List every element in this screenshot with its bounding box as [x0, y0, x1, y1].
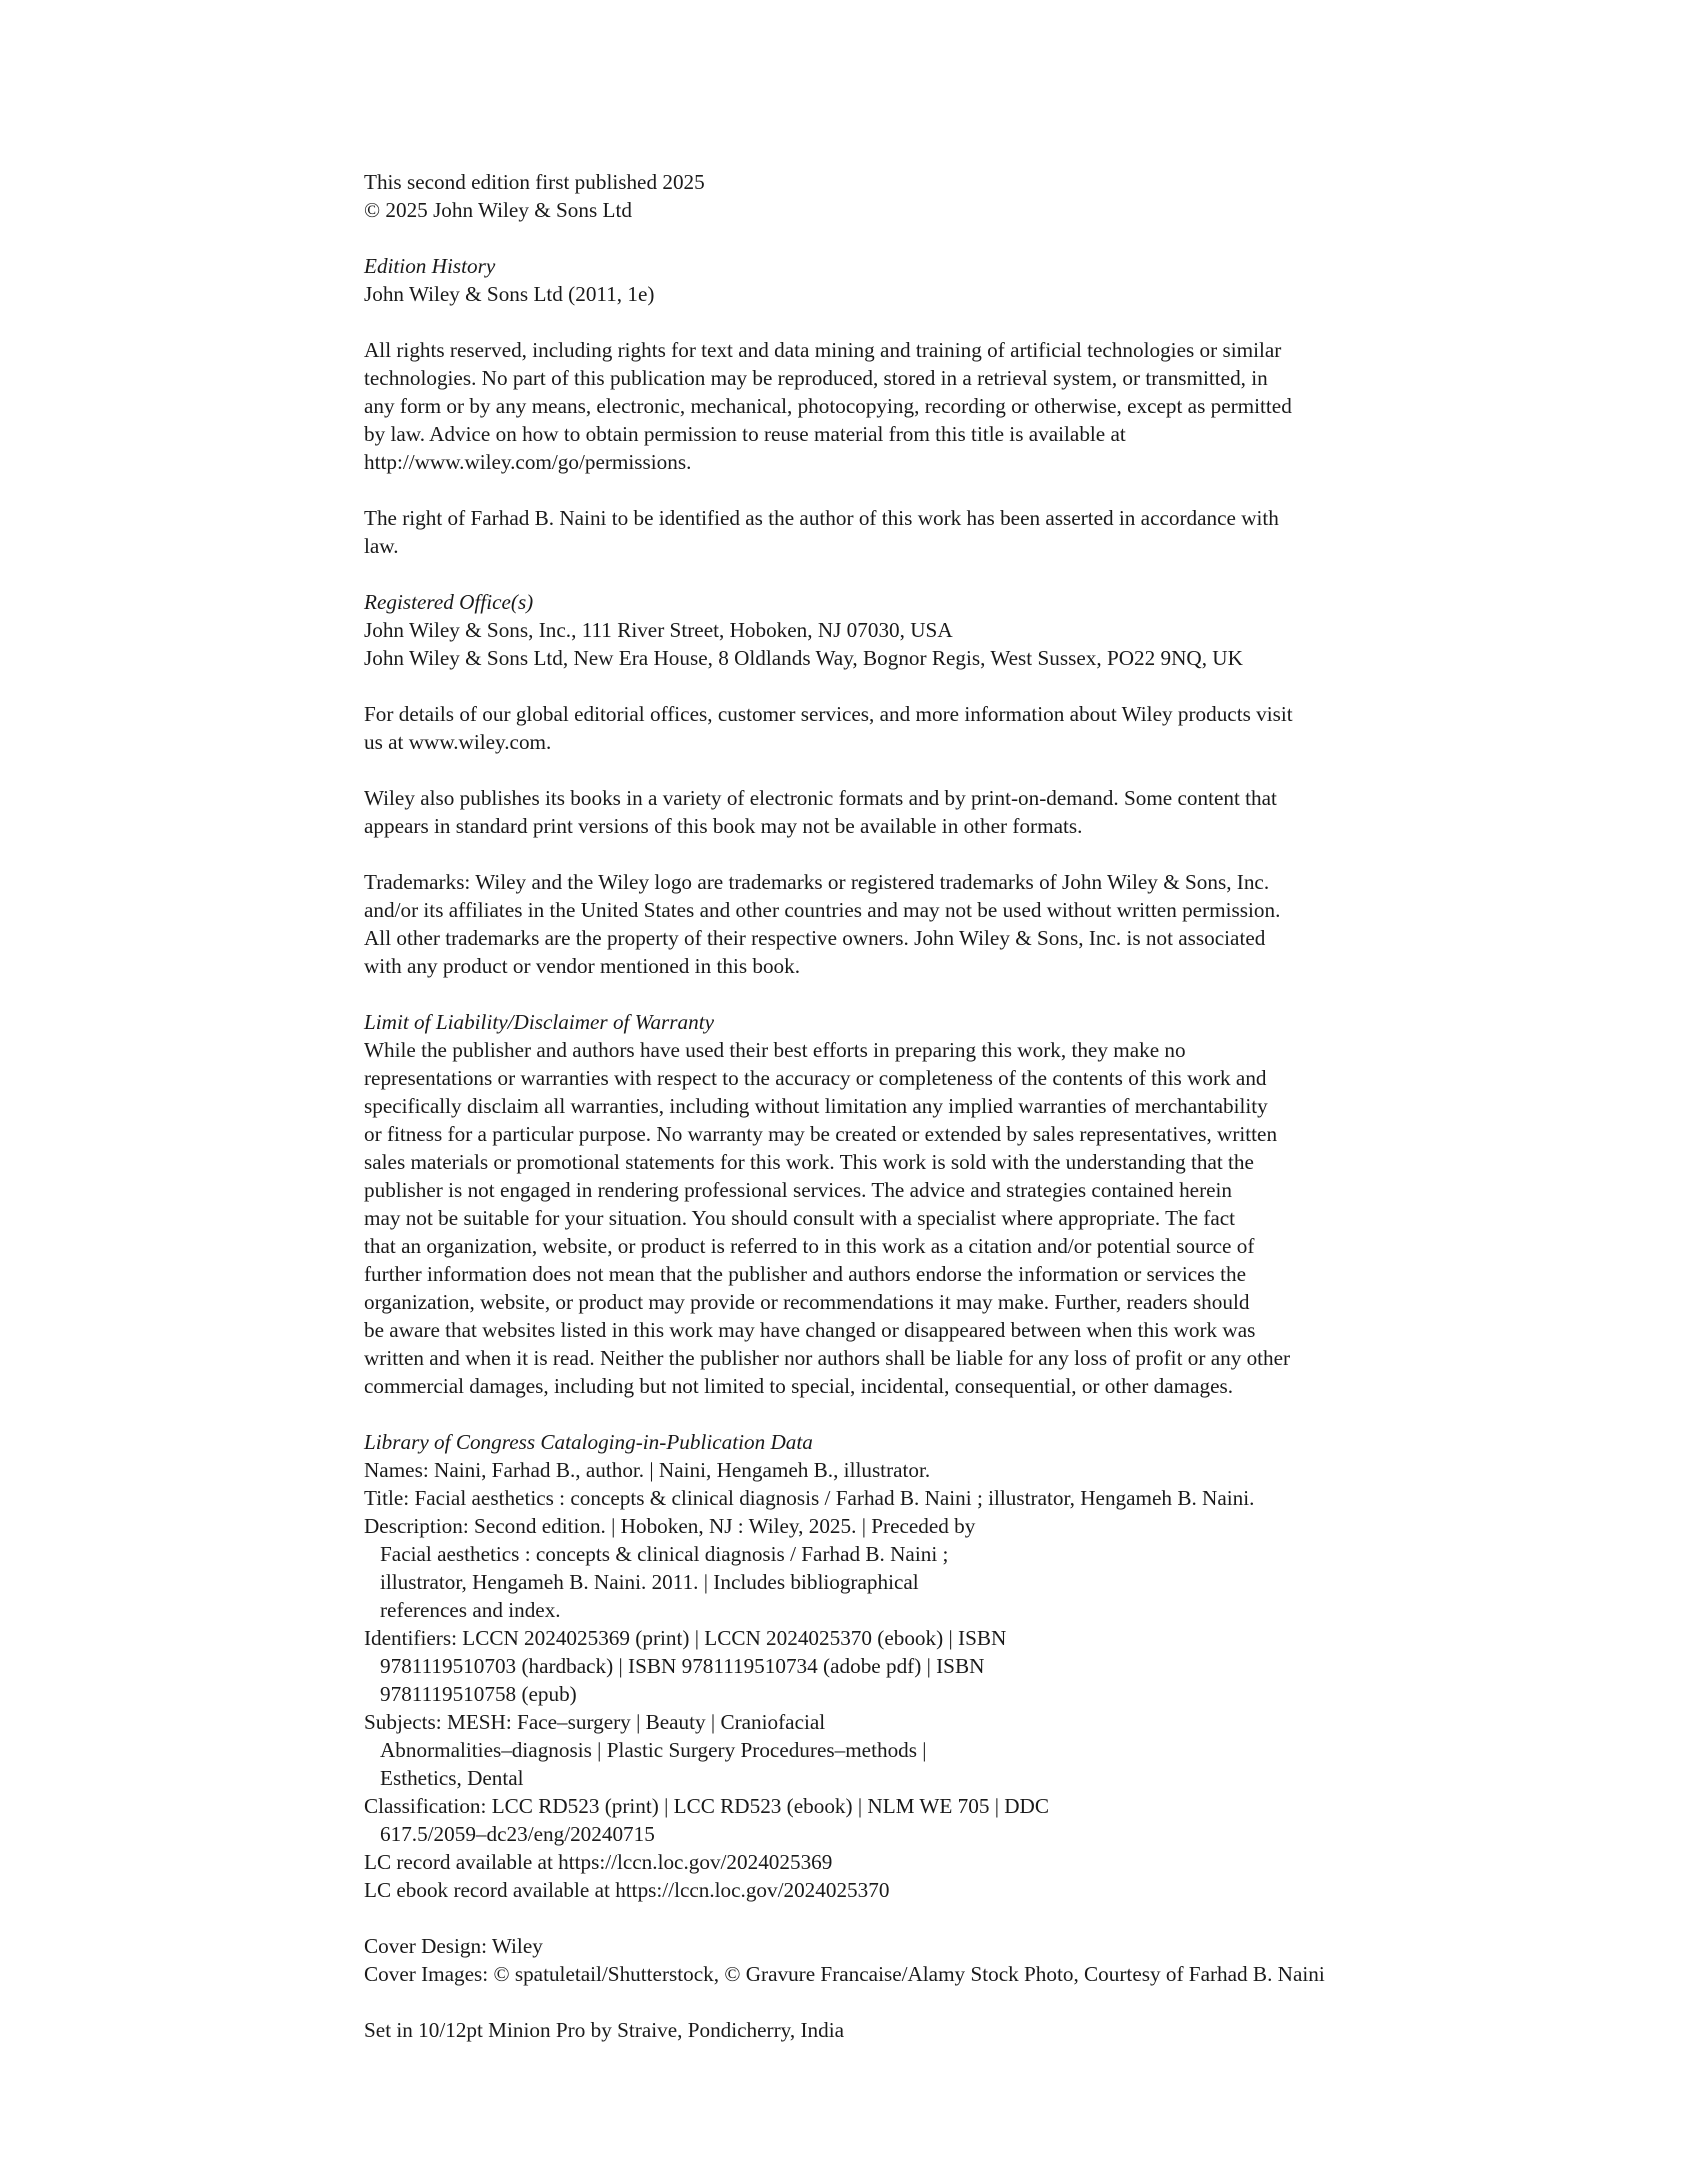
text-line: All other trademarks are the property of their respective owners. John Wiley & Sons, Inc. is not associated: [364, 926, 1266, 950]
cip-classification: Classification: LCC RD523 (print) | LCC RD523 (ebook) | NLM WE 705 | DDC: [364, 1794, 1049, 1818]
rights-paragraph: [364, 336, 1364, 476]
cip-description: Description: Second edition. | Hoboken, NJ : Wiley, 2025. | Preceded by: [364, 1514, 976, 1538]
text-line: The right of Farhad B. Naini to be identified as the author of this work has been asserted in accordance with: [364, 506, 1279, 530]
text-line: sales materials or promotional statements for this work. This work is sold with the understanding that the: [364, 1150, 1254, 1174]
trademarks-paragraph: [364, 868, 1364, 980]
cip-description-cont: Facial aesthetics : concepts & clinical diagnosis / Farhad B. Naini ;: [380, 1542, 949, 1566]
uk-office-address: John Wiley & Sons Ltd, New Era House, 8 Oldlands Way, Bognor Regis, West Sussex, PO22 9NQ, UK: [364, 646, 1243, 670]
text-line: representations or warranties with respect to the accuracy or completeness of the contents of this work and: [364, 1066, 1267, 1090]
cip-block: [364, 1428, 1364, 1904]
copyright-notice: © 2025 John Wiley & Sons Ltd: [364, 198, 632, 222]
cip-classification-cont: 617.5/2059–dc23/eng/20240715: [380, 1822, 655, 1846]
formats-paragraph: [364, 784, 1364, 840]
text-line: Wiley also publishes its books in a variety of electronic formats and by print-on-demand. Some content that: [364, 786, 1277, 810]
text-line: with any product or vendor mentioned in this book.: [364, 954, 801, 978]
cip-description-cont: illustrator, Hengameh B. Naini. 2011. | Includes bibliographical: [380, 1570, 919, 1594]
cip-subjects-cont: Esthetics, Dental: [380, 1766, 524, 1790]
text-line: technologies. No part of this publication may be reproduced, stored in a retrieval system, or transmitted, in: [364, 366, 1268, 390]
text-line: further information does not mean that the publisher and authors endorse the information or services the: [364, 1262, 1246, 1286]
text-line: be aware that websites listed in this work may have changed or disappeared between when this work was: [364, 1318, 1256, 1342]
edition-history-heading: Edition History: [364, 254, 496, 278]
text-line: specifically disclaim all warranties, including without limitation any implied warranties of merchantability: [364, 1094, 1268, 1118]
text-line: organization, website, or product may provide or recommendations it may make. Further, readers should: [364, 1290, 1250, 1314]
text-line: While the publisher and authors have used their best efforts in preparing this work, they make no: [364, 1038, 1186, 1062]
cip-names: Names: Naini, Farhad B., author. | Naini, Hengameh B., illustrator.: [364, 1458, 931, 1482]
text-line: or fitness for a particular purpose. No warranty may be created or extended by sales representatives, written: [364, 1122, 1278, 1146]
lc-record: LC record available at https://lccn.loc.gov/2024025369: [364, 1850, 833, 1874]
text-line: law.: [364, 534, 399, 558]
cover-images-credit: Cover Images: © spatuletail/Shutterstock, © Gravure Francaise/Alamy Stock Photo, Courtesy of Farhad B. Naini: [364, 1962, 1325, 1986]
typesetting-note: Set in 10/12pt Minion Pro by Straive, Pondicherry, India: [364, 2018, 845, 2042]
copyright-block: [364, 168, 1364, 224]
cip-title: Title: Facial aesthetics : concepts & clinical diagnosis / Farhad B. Naini ; illustrator, Hengameh B. Naini.: [364, 1486, 1255, 1510]
cip-heading: Library of Congress Cataloging-in-Publication Data: [364, 1430, 813, 1454]
edition-notice: This second edition first published 2025: [364, 170, 705, 194]
edition-history-block: [364, 252, 1364, 308]
edition-history-line: John Wiley & Sons Ltd (2011, 1e): [364, 282, 655, 306]
text-line: commercial damages, including but not limited to special, incidental, consequential, or other damages.: [364, 1374, 1234, 1398]
registered-offices-block: [364, 588, 1364, 672]
cip-identifiers-cont: 9781119510758 (epub): [380, 1682, 577, 1706]
author-right-paragraph: [364, 504, 1364, 560]
text-line: appears in standard print versions of this book may not be available in other formats.: [364, 814, 1083, 838]
liability-heading: Limit of Liability/Disclaimer of Warranty: [364, 1010, 715, 1034]
text-line: may not be suitable for your situation. You should consult with a specialist where appropriate. The fact: [364, 1206, 1236, 1230]
cover-credits-block: [364, 1932, 1364, 1988]
details-paragraph: [364, 700, 1364, 756]
text-line: written and when it is read. Neither the publisher nor authors shall be liable for any loss of profit or any other: [364, 1346, 1291, 1370]
cip-subjects: Subjects: MESH: Face–surgery | Beauty | Craniofacial: [364, 1710, 826, 1734]
us-office-address: John Wiley & Sons, Inc., 111 River Street, Hoboken, NJ 07030, USA: [364, 618, 953, 642]
text-line: by law. Advice on how to obtain permission to reuse material from this title is available at: [364, 422, 1126, 446]
text-line: All rights reserved, including rights for text and data mining and training of artificial technologies or similar: [364, 338, 1282, 362]
copyright-page: [364, 168, 1364, 2072]
cip-identifiers: Identifiers: LCCN 2024025369 (print) | LCCN 2024025370 (ebook) | ISBN: [364, 1626, 1007, 1650]
cip-description-cont: references and index.: [380, 1598, 561, 1622]
text-line: Trademarks: Wiley and the Wiley logo are trademarks or registered trademarks of John Wiley & Sons, Inc.: [364, 870, 1270, 894]
text-line: any form or by any means, electronic, mechanical, photocopying, recording or otherwise, except as permitted: [364, 394, 1292, 418]
text-line: that an organization, website, or product is referred to in this work as a citation and/or potential source of: [364, 1234, 1255, 1258]
cip-subjects-cont: Abnormalities–diagnosis | Plastic Surgery Procedures–methods |: [380, 1738, 927, 1762]
cip-identifiers-cont: 9781119510703 (hardback) | ISBN 9781119510734 (adobe pdf) | ISBN: [380, 1654, 985, 1678]
lc-ebook-record: LC ebook record available at https://lccn.loc.gov/2024025370: [364, 1878, 890, 1902]
text-line: us at www.wiley.com.: [364, 730, 552, 754]
registered-offices-heading: Registered Office(s): [364, 590, 534, 614]
typesetting-block: [364, 2016, 1364, 2044]
liability-block: [364, 1008, 1364, 1400]
text-line: and/or its affiliates in the United States and other countries and may not be used without written permission.: [364, 898, 1281, 922]
permissions-url: http://www.wiley.com/go/permissions.: [364, 450, 692, 474]
text-line: publisher is not engaged in rendering professional services. The advice and strategies contained herein: [364, 1178, 1233, 1202]
text-line: For details of our global editorial offices, customer services, and more information about Wiley products visit: [364, 702, 1293, 726]
cover-design-credit: Cover Design: Wiley: [364, 1934, 543, 1958]
